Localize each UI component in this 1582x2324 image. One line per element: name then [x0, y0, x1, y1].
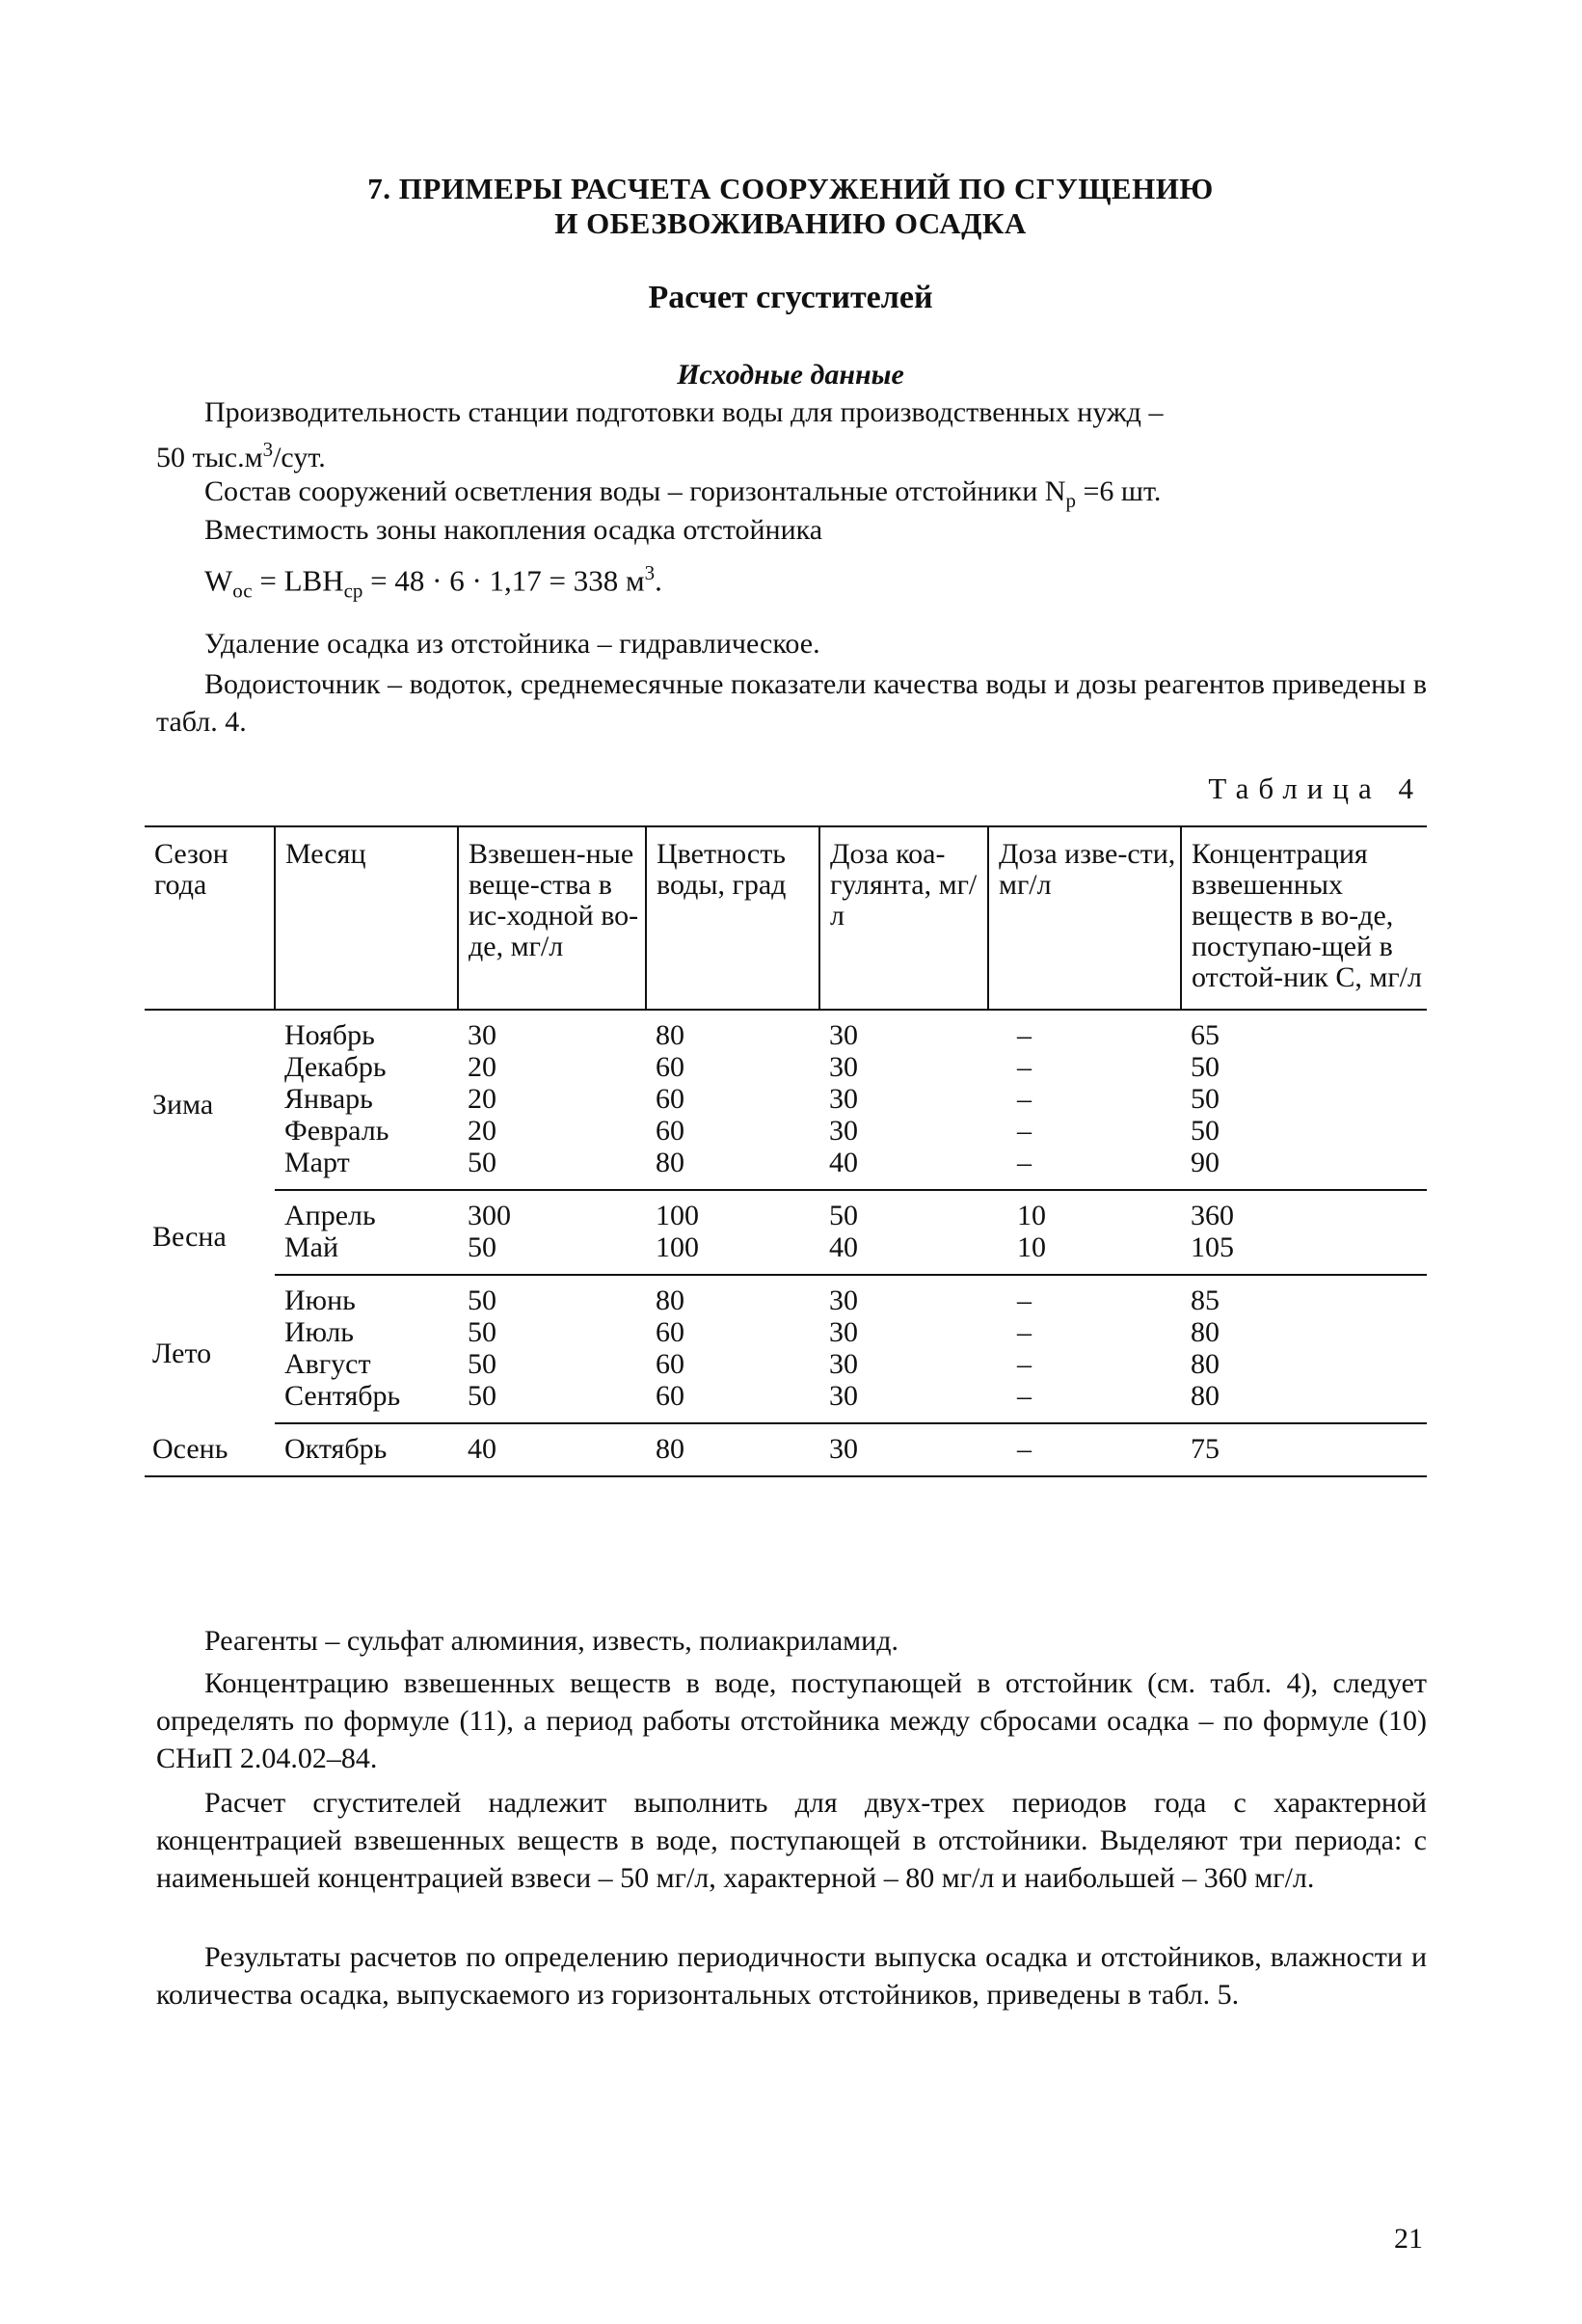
outro-paragraph-calculation: Расчет сгустителей надлежит выполнить для двух-трех периодов года с характерной концентрацией взвешенных веществ в воде, поступающей в отстойники. Выделяют три периода: с наименьшей концентрацией взвеси – 50 мг/л, характерной – 80 мг/л и наибольшей – 360 мг/л. [156, 1787, 1427, 1894]
value-cell: – [988, 1381, 1181, 1423]
value-cell: 100 [646, 1232, 819, 1275]
value-cell: 30 [829, 1316, 858, 1348]
value-cell: – [988, 1148, 1181, 1190]
formula-sub-cp: ср [343, 579, 363, 603]
value-cell: 50 [1191, 1051, 1220, 1083]
table-caption: Таблица 4 [1208, 771, 1423, 805]
outro-paragraph-concentration: Концентрацию взвешенных веществ в воде, поступающей в отстойник (см. табл. 4), следует определять по формуле (11), а период работы отстойника между сбросами осадка – по формуле (10) СНиП 2.04.02–84. [156, 1667, 1427, 1774]
value-cell: 100 [656, 1200, 699, 1231]
value-cell: 80 [646, 1148, 819, 1190]
table-row [145, 1423, 1427, 1476]
value-cell: – [1017, 1083, 1032, 1115]
value-cell: 80 [656, 1019, 684, 1051]
composition-count: =6 шт. [1075, 475, 1162, 507]
value-cell: – [1017, 1284, 1032, 1316]
table-row [145, 1275, 1427, 1317]
intro-paragraph-capacity [156, 393, 1427, 431]
capacity-unit-end: /сут. [273, 442, 326, 473]
table-body [145, 1010, 1427, 1476]
value-cell: 40 [819, 1148, 988, 1190]
formula-w: W [204, 563, 233, 598]
value-cell: 85 [1191, 1284, 1220, 1316]
column-header: Доза коа-гулянта, мг/л [819, 826, 988, 1010]
value-cell: 50 [468, 1316, 496, 1348]
outro-paragraph-results: Результаты расчетов по определению периодичности выпуска осадка и отстойников, влажности и количества осадка, выпускаемого из горизонтальных отстойников, приведены в табл. 5. [156, 1941, 1427, 2011]
column-header: Взвешен-ные веще-ства в ис-ходной во-де, мг/л [458, 826, 646, 1010]
value-cell: 30 [468, 1019, 496, 1051]
value-cell: 20 [468, 1051, 496, 1083]
chapter-heading-line-1: 7. ПРИМЕРЫ РАСЧЕТА СООРУЖЕНИЙ ПО СГУЩЕНИЮ [367, 172, 1214, 205]
chapter-heading-line-2: И ОБЕЗВОЖИВАНИЮ ОСАДКА [554, 206, 1027, 240]
value-cell: 80 [656, 1284, 684, 1316]
value-cell: 10 [988, 1232, 1181, 1275]
value-cell: 30 [829, 1284, 858, 1316]
value-cell: 60 [656, 1348, 684, 1380]
intro-paragraph-capacity-value [156, 431, 1427, 476]
water-quality-table [145, 825, 1427, 1477]
value-cell: 80 [1181, 1381, 1427, 1423]
value-cell: 80 [1191, 1348, 1220, 1380]
column-header: Цветность воды, град [646, 826, 819, 1010]
month-cell: Июль [284, 1316, 354, 1348]
table-row [145, 1349, 1427, 1381]
value-cell: 20 [468, 1115, 496, 1147]
value-cell: 80 [646, 1423, 819, 1476]
month-cell: Ноябрь [284, 1019, 375, 1051]
month-cell: Февраль [284, 1115, 389, 1147]
value-cell: 50 [829, 1200, 858, 1231]
value-cell: 40 [458, 1423, 646, 1476]
volume-formula [204, 561, 662, 604]
month-cell: Июнь [284, 1284, 356, 1316]
subsection-title: Исходные данные [677, 359, 904, 391]
value-cell: – [988, 1423, 1181, 1476]
value-cell: 30 [829, 1051, 858, 1083]
value-cell: – [1017, 1019, 1032, 1051]
month-cell: Март [275, 1148, 458, 1190]
value-cell: 75 [1181, 1423, 1427, 1476]
table-row [145, 1190, 1427, 1232]
intro-paragraph-source: Водоисточник – водоток, среднемесячные показатели качества воды и дозы реагентов приведены в табл. 4. [156, 668, 1427, 738]
value-cell: 10 [1017, 1200, 1046, 1231]
table-header-row [145, 826, 1427, 1010]
capacity-value: 50 тыс.м [156, 442, 263, 473]
composition-text: Состав сооружений осветления воды – горизонтальные отстойники N [204, 475, 1066, 507]
table-row [145, 1381, 1427, 1423]
formula-exponent: 3 [644, 561, 656, 584]
value-cell: 60 [656, 1083, 684, 1115]
month-cell: Декабрь [284, 1051, 387, 1083]
value-cell: – [1017, 1115, 1032, 1147]
table-row [145, 1232, 1427, 1275]
season-cell: Лето [152, 1338, 212, 1369]
column-header: Месяц [275, 826, 458, 1010]
season-cell: Осень [145, 1423, 275, 1476]
column-header: Концентрация взвешенных веществ в во-де, поступаю-щей в отстой-ник С, мг/л [1181, 826, 1427, 1010]
value-cell: 50 [1191, 1083, 1220, 1115]
value-cell: – [1017, 1348, 1032, 1380]
value-cell: 80 [1191, 1316, 1220, 1348]
value-cell: 90 [1181, 1148, 1427, 1190]
chapter-heading [154, 172, 1427, 241]
month-cell: Январь [284, 1083, 373, 1115]
table-row [145, 1052, 1427, 1084]
value-cell: 30 [829, 1348, 858, 1380]
value-cell: 30 [829, 1019, 858, 1051]
value-cell: 30 [819, 1423, 988, 1476]
value-cell: 40 [819, 1232, 988, 1275]
value-cell: 60 [646, 1381, 819, 1423]
column-header: Сезон года [145, 826, 275, 1010]
value-cell: 30 [819, 1381, 988, 1423]
value-cell: 360 [1191, 1200, 1234, 1231]
value-cell: 50 [468, 1284, 496, 1316]
value-cell: 60 [656, 1316, 684, 1348]
intro-paragraph-capacity-zone: Вместимость зоны накопления осадка отстойника [204, 514, 823, 546]
value-cell: 60 [656, 1051, 684, 1083]
value-cell: 30 [829, 1115, 858, 1147]
page-number: 21 [1394, 2223, 1423, 2255]
season-cell: Зима [152, 1089, 214, 1121]
composition-subscript: р [1065, 489, 1076, 512]
table-row [145, 1116, 1427, 1148]
value-cell: – [1017, 1051, 1032, 1083]
value-cell: 105 [1181, 1232, 1427, 1275]
outro-paragraph-reagents: Реагенты – сульфат алюминия, известь, полиакриламид. [204, 1625, 898, 1657]
month-cell: Май [275, 1232, 458, 1275]
value-cell: 50 [458, 1148, 646, 1190]
value-cell: 300 [468, 1200, 511, 1231]
formula-end: . [655, 563, 662, 598]
formula-sub-oc: ос [232, 579, 253, 603]
value-cell: 60 [656, 1115, 684, 1147]
month-cell: Апрель [284, 1200, 376, 1231]
table-row [145, 1317, 1427, 1349]
value-cell: 20 [468, 1083, 496, 1115]
section-title: Расчет сгустителей [648, 280, 933, 315]
table-row [145, 1010, 1427, 1052]
column-header: Доза изве-сти, мг/л [988, 826, 1181, 1010]
value-cell: 50 [458, 1381, 646, 1423]
value-cell: 50 [458, 1232, 646, 1275]
value-cell: – [1017, 1316, 1032, 1348]
value-cell: 30 [829, 1083, 858, 1115]
intro-capacity-text: Производительность станции подготовки воды для производственных нужд – [204, 396, 1164, 428]
table-row [145, 1148, 1427, 1190]
intro-paragraph-removal: Удаление осадка из отстойника – гидравлическое. [204, 628, 820, 660]
capacity-unit-exponent: 3 [262, 438, 274, 461]
formula-lbh: = LBH [252, 563, 344, 598]
value-cell: 65 [1191, 1019, 1220, 1051]
month-cell: Сентябрь [275, 1381, 458, 1423]
formula-result: = 48 · 6 · 1,17 = 338 м [362, 563, 645, 598]
season-cell: Весна [152, 1221, 227, 1253]
table-row [145, 1084, 1427, 1116]
value-cell: 50 [1191, 1115, 1220, 1147]
value-cell: 50 [468, 1348, 496, 1380]
month-cell: Август [284, 1348, 371, 1380]
month-cell: Октябрь [275, 1423, 458, 1476]
